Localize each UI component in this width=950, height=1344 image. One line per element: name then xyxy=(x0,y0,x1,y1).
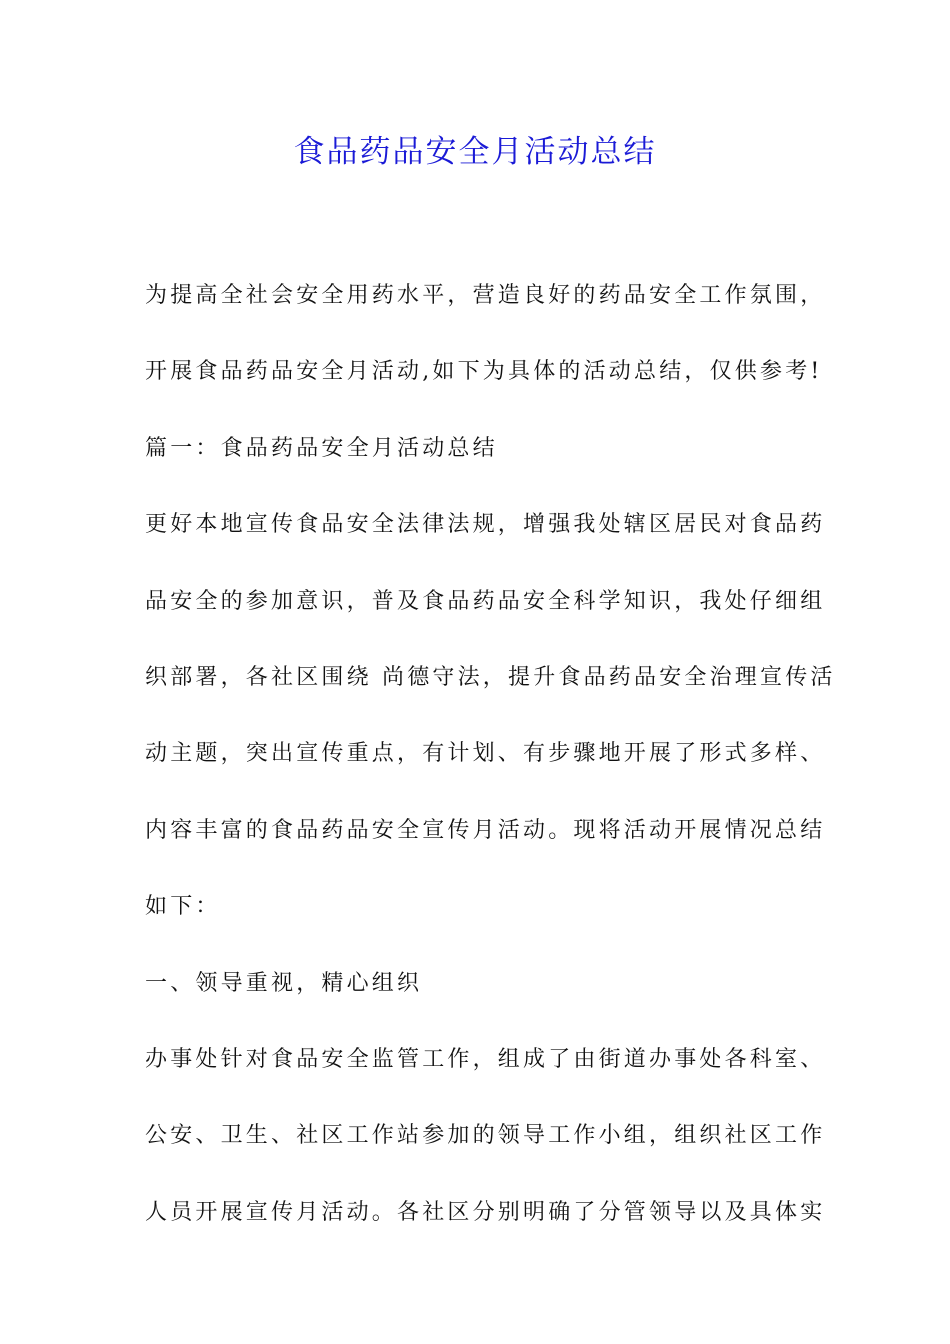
body-line: 如下： xyxy=(145,894,221,920)
body-line: 公安、卫生、社区工作站参加的领导工作小组，组织社区工作 xyxy=(145,1123,826,1149)
body-line: 办事处针对食品安全监管工作，组成了由街道办事处各科室、 xyxy=(145,1046,826,1072)
body-line: 为提高全社会安全用药水平，营造良好的药品安全工作氛围， xyxy=(145,283,826,308)
section-heading: 篇一：食品药品安全月活动总结 xyxy=(145,435,498,461)
document-body xyxy=(145,258,836,1251)
body-line: 织部署，各社区围绕 尚德守法，提升食品药品安全治理宣传活 xyxy=(145,664,836,690)
body-line: 动主题，突出宣传重点，有计划、有步骤地开展了形式多样、 xyxy=(145,741,826,767)
body-line: 内容丰富的食品药品安全宣传月活动。现将活动开展情况总结 xyxy=(145,817,826,843)
body-line: 开展食品药品安全月活动,如下为具体的活动总结，仅供参考! xyxy=(145,359,823,385)
body-line: 更好本地宣传食品安全法律法规，增强我处辖区居民对食品药 xyxy=(145,512,826,538)
body-line: 品安全的参加意识，普及食品药品安全科学知识，我处仔细组 xyxy=(145,588,826,614)
subsection-heading: 一、领导重视，精心组织 xyxy=(145,970,423,996)
document-title: 食品药品安全月活动总结 xyxy=(293,134,657,170)
body-line: 人员开展宣传月活动。各社区分别明确了分管领导以及具体实 xyxy=(145,1199,826,1225)
